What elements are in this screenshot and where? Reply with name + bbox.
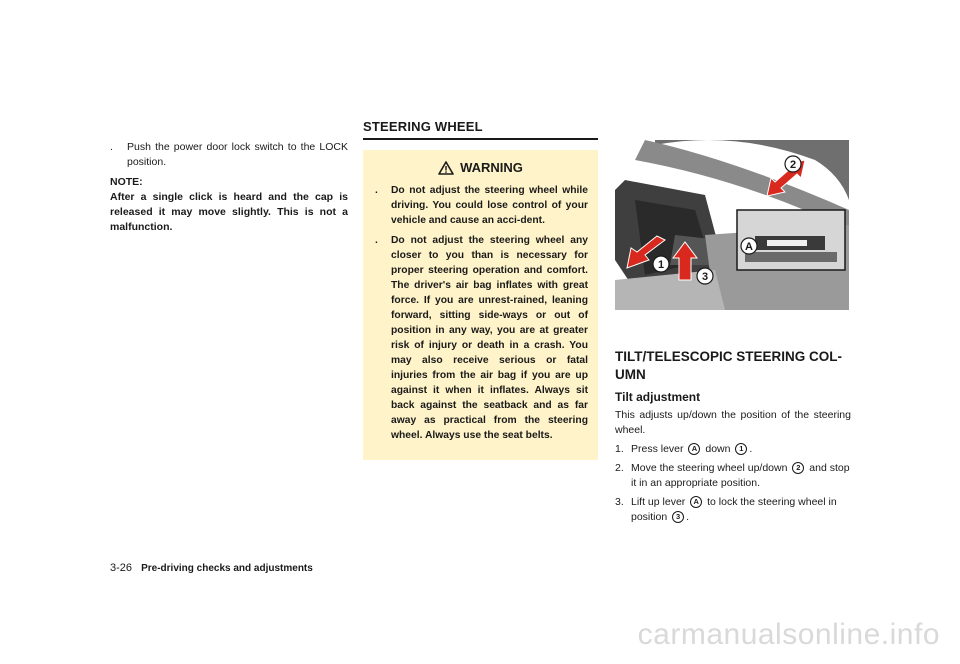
ref-label: 3 (672, 511, 684, 523)
left-column (110, 140, 348, 235)
right-column (615, 348, 851, 529)
step-text: . (749, 443, 753, 455)
warning-icon (438, 161, 454, 175)
bullet-text: Push the power door lock switch to the LOCK position. (127, 141, 348, 168)
watermark: carmanualsonline.info (637, 618, 940, 651)
svg-text:1: 1 (657, 259, 665, 271)
ref-label: A (688, 443, 700, 455)
bullet-item (110, 140, 348, 170)
step-number: 1. (615, 443, 624, 455)
subsection-title: TILT/TELESCOPIC STEERING COL-UMN (615, 349, 843, 382)
warning-text: Do not adjust the steering wheel any closer to you than is necessary for proper steering operation and comfort. The driver's air bag inflates with great force. If you are unrest-rained, leaning forward, sitting side-ways or out of position in any way, you are at greater risk of injury or death in a crash. You may also receive serious or fatal injuries from the air bag if you are up against it when it inflates. Always sit back against the seatback and as far away as practical from the steering wheel. Always use the seat belts. (391, 235, 588, 441)
warning-box (363, 150, 598, 460)
step-item (615, 495, 851, 525)
warning-bullet: . (375, 185, 378, 196)
step-number: 2. (615, 462, 624, 474)
intro-paragraph: This adjusts up/down the position of the steering wheel. (615, 409, 851, 436)
callout-1 (653, 256, 669, 272)
step-text: and stop it in an appropriate position. (631, 462, 850, 489)
warning-header (373, 160, 588, 175)
step-text: Lift up lever (631, 496, 686, 508)
warning-item (373, 183, 588, 228)
step-text: Move the steering wheel up/down (631, 462, 788, 474)
subsubsection-title: Tilt adjustment (615, 390, 701, 404)
callout-2 (785, 156, 801, 172)
warning-title: WARNING (460, 160, 523, 175)
ref-label: A (690, 496, 702, 508)
warning-item (373, 233, 588, 443)
step-text: down (705, 443, 731, 455)
svg-text:A: A (745, 241, 753, 253)
ref-label: 1 (735, 443, 747, 455)
warning-text: Do not adjust the steering wheel while driving. You could lose control of your vehicle and cause an acci-dent. (391, 185, 588, 226)
steering-column-figure (615, 140, 849, 310)
page-number: 3-26 (110, 562, 133, 574)
note-body: After a single click is heard and the cap is released it may move slightly. This is not a malfunction. (110, 191, 348, 233)
callout-A (741, 238, 757, 254)
ref-label: 2 (792, 462, 804, 474)
bullet-mark: . (110, 141, 113, 153)
step-text: Press lever (631, 443, 684, 455)
svg-text:2: 2 (789, 159, 797, 171)
step-text: to lock the steering wheel in position (631, 496, 837, 523)
section-title: STEERING WHEEL (363, 118, 598, 140)
svg-text:3: 3 (701, 271, 709, 283)
step-number: 3. (615, 496, 624, 508)
page-footer (110, 562, 313, 574)
footer-section: Pre-driving checks and adjustments (141, 563, 313, 574)
step-text: . (686, 511, 690, 523)
callout-3 (697, 268, 713, 284)
step-item (615, 461, 851, 491)
note-label: NOTE: (110, 176, 143, 188)
warning-bullet: . (375, 235, 378, 246)
middle-column (363, 118, 598, 460)
step-item (615, 442, 851, 457)
